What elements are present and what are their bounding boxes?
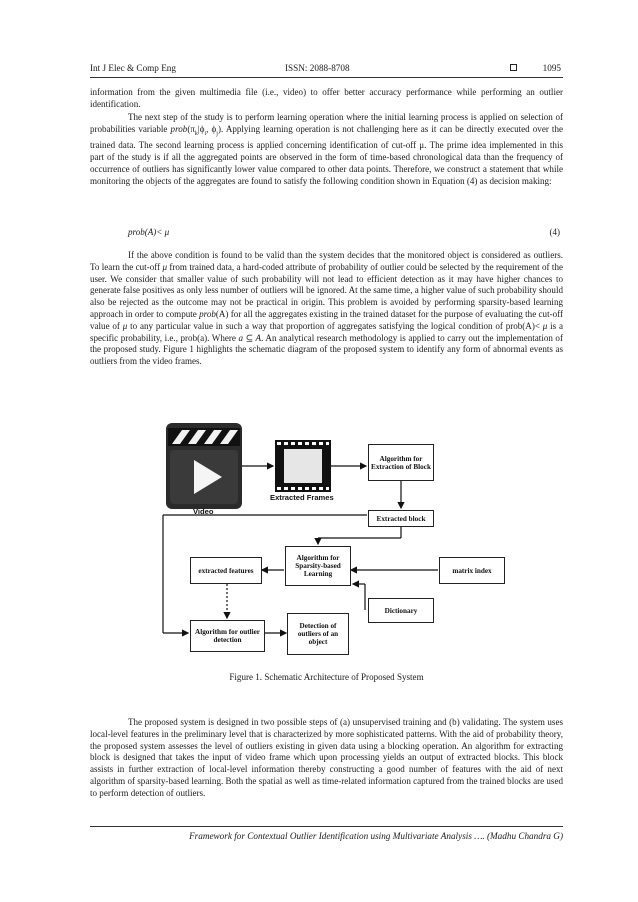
video-label: Video [193, 507, 214, 516]
box-extracted-features: extracted features [190, 557, 262, 584]
p2-args: (π [187, 123, 195, 134]
p3-text-d: to any particular value in such a way that proportion of aggregates satisfying the logical condition of prob(A)< [127, 320, 543, 331]
p2-prob: prob [170, 123, 188, 134]
figure-caption: Figure 1. Schematic Architecture of Proposed System [229, 672, 424, 682]
equation-number: (4) [549, 227, 560, 237]
box-sparsity-learning: Algorithm for Sparsity-based Learning [285, 546, 351, 586]
equation-expression: prob(A)< μ [128, 227, 170, 237]
box-dictionary: Dictionary [368, 598, 434, 623]
p3-text-a: If the above condition is found to be valid than the system decides that the monitored object is considered as outliers. To learn the cut-off [90, 250, 563, 272]
checkbox-square-icon [510, 64, 517, 71]
running-header [90, 61, 563, 75]
issn: ISSN: 2088-8708 [285, 63, 350, 73]
filmstrip-icon [275, 440, 331, 492]
p2-text-a: The next step of the study is to perform learning operation where the initial learning process is applied on selection of probabilities variable [90, 112, 563, 134]
p3-text-f: . An analytical research methodology is applied to carry out the implementation of the proposed study. Figure 1 highlights the schematic diagram of the proposed system to identify any form of abnormal events as outliers from the video frames. [90, 332, 563, 367]
video-icon [166, 423, 242, 509]
p3-subset: a ⊆ A [238, 332, 262, 343]
running-footer: Framework for Contextual Outlier Identification using Multivariate Analysis …. (Madhu Chandra G) [189, 831, 563, 841]
p3-mu-3: μ [542, 320, 548, 331]
paragraph-2-text: The next step of the study is to perform learning operation where the initial learning process is applied on selection of probabilities variable $prob(\pi_k|\phi_i$, $\phi_j$). Applying learning operation is not challenging here as it can be directly executed over the trained data. The second learning process is applied concerning identification of cut-off μ. The prime idea implemented in this part of the study is if all the aggregated points are observed in the form of time-based chronological data than the frequency of occurrence of outliers has significantly lower value compared to other data points. Therefore, we construct a statement that while monitoring the objects of the aggregates are found to satisfy the following condition shown in Equation (4) as decision making: [90, 112, 563, 186]
box-extracted-block: Extracted block [368, 510, 434, 527]
box-detection-of-outliers: Detection of outliers of an object [287, 613, 349, 655]
page-number: 1095 [542, 63, 561, 73]
paragraph-1 [90, 87, 563, 111]
p3-text-e: is a specific probability, i.e., prob(a). Where [90, 320, 564, 343]
paragraph-4-text: The proposed system is designed in two possible steps of (a) unsupervised training and (b) validating. The system uses local-level features in the preliminary level that is characterized by more sophisticated patterns. With the aid of probability theory, the proposed system assesses the level of outliers existing in given data using a blocking operation. An algorithm for extracting block is designed that takes the input of video frame which upon processing yields an output of extracted blocks. This block assists in further extraction of local-level information thereby constructing a good number of features with the aid of next algorithm of sparsity-based learning. Both the spatial as well as time-related information captured from the trained blocks are used to perform detection of outliers. [90, 717, 563, 798]
paragraph-3-text [90, 250, 563, 368]
box-extraction-of-block: Algorithm for Extraction of Block [368, 444, 434, 481]
figure-1-diagram [160, 420, 510, 663]
box-matrix-index: matrix index [439, 557, 505, 584]
p3-mu-2: μ [122, 320, 128, 331]
box-outlier-detection-algorithm: Algorithm for outlier detection [190, 620, 265, 652]
p3-text-b: from trained data, a hard-coded attribute of probability of outlier could be selected by the requirement of the user. We consider that smaller value of such probability will not lead to efficient detection as it may have higher chances to generate false positives as only less number of outliers will be ignored. At the same time, a higher value of such probability should also be rejected as the outcome may not be practical in origin. This problem is avoided by performing sparsity-based learning approach in order to compute [90, 261, 563, 319]
header-rule [90, 77, 563, 78]
p2-text-b: ). Applying learning operation is not challenging here as it can be directly executed over the trained data. The second learning process is applied concerning identification of cut-off μ. The prime idea implemented in this part of the study is if all the aggregated points are observed in the form of time-based chronological data than the frequency of occurrence of outliers has significantly lower value compared to other data points. Therefore, we construct a statement that while monitoring the objects of the aggregates are found to satisfy the following condition shown in Equation (4) as decision making: [90, 123, 563, 186]
footer-rule [90, 826, 563, 827]
paragraph-4 [90, 717, 563, 800]
paragraph-2 [90, 112, 563, 188]
p3-text-c: (A) for all the aggregates existing in the trained dataset for the purpose of evaluating the cut-off value of [90, 308, 563, 331]
journal-name: Int J Elec & Comp Eng [90, 63, 176, 73]
p3-prob: prob [199, 308, 216, 319]
extracted-frames-label: Extracted Frames [270, 493, 334, 502]
p3-mu-1: μ [162, 261, 168, 272]
paragraph-3 [90, 250, 563, 368]
equation-4 [90, 226, 563, 238]
paragraph-1-text: information from the given multimedia file (i.e., video) to offer better accuracy performance while performing an outlier identification. [90, 87, 563, 109]
